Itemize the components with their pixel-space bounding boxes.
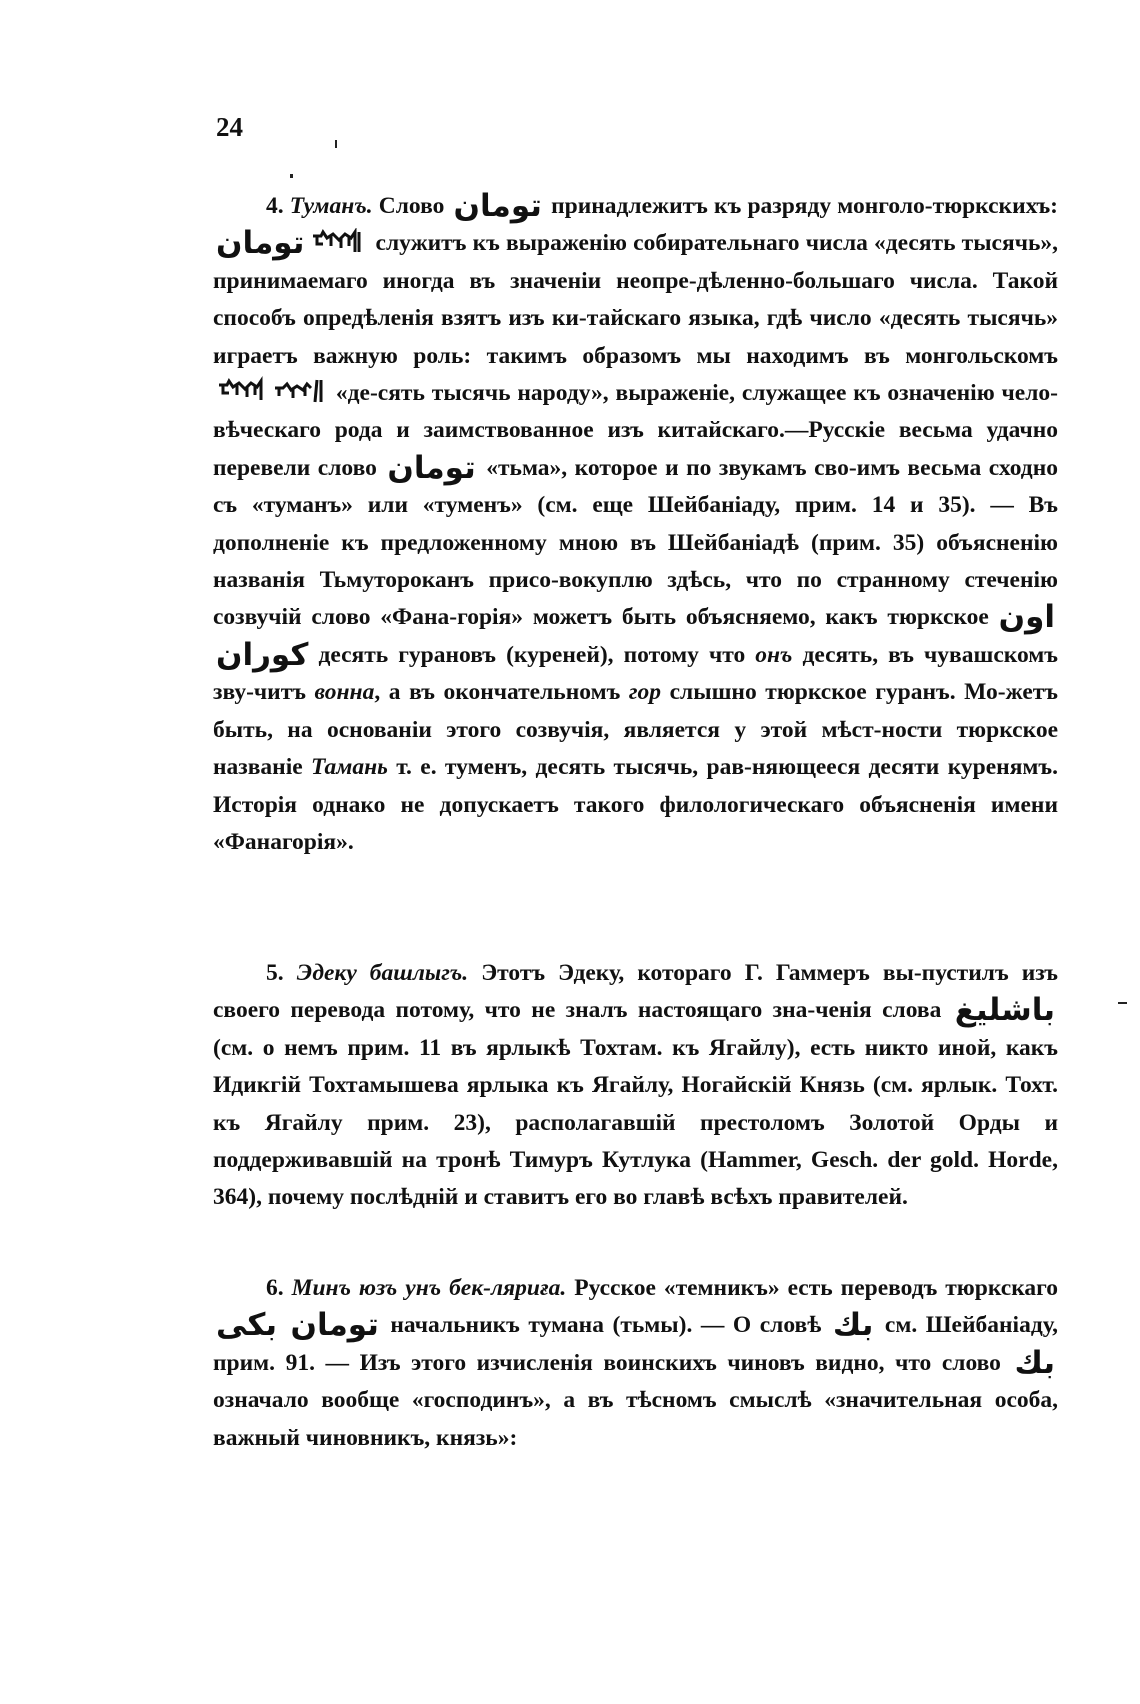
text-run: начальникъ тумана (тьмы). — О словѣ xyxy=(381,1312,830,1339)
arabic-word: بك xyxy=(1014,1344,1055,1381)
footnote-entry-5 xyxy=(213,955,1058,1217)
text-run: означало вообще «господинъ», а въ тѣсномъ смыслѣ «значительная особа, важный чиновникъ, князь»: xyxy=(213,1387,1058,1451)
entry-number: 4. xyxy=(266,193,284,219)
entry-term: Минъ юзъ унъ бек-ляриға. xyxy=(291,1275,567,1301)
mongol-script-image xyxy=(217,376,325,404)
text-run: (см. о немъ прим. 11 въ ярлыкѣ Тохтам. къ Ягайлу), есть никто иной, какъ Идикгій Тохтамышева ярлыка къ Ягайлу, Ногайскій Князь (см. ярлык. Тохт. къ Ягайлу прим. 23), располагавшій престоломъ Золотой Орды и поддерживавшій на тронѣ Тимуръ Кутлука (Hammer, Gesch. der gold. Horde, 364), почему послѣдній и ставитъ его во главѣ всѣхъ правителей. xyxy=(213,1034,1058,1211)
print-speck xyxy=(335,140,337,148)
text-run: принадлежитъ къ разряду монголо-тюркскихъ: xyxy=(544,193,1058,219)
print-speck xyxy=(1118,1002,1127,1004)
mongol-script-image xyxy=(311,228,365,254)
entry-number: 6. xyxy=(266,1275,284,1301)
text-run: , а въ окончательномъ xyxy=(374,679,629,706)
italic-word: Тамань xyxy=(311,754,388,781)
arabic-word: باشليغ xyxy=(954,992,1055,1029)
text-run: служитъ къ выраженію собирательнаго числа «десять тысячь», принимаемаго иногда въ значеніи неопре-дѣленно-большаго числа. Такой способъ опредѣленія взятъ изъ ки-тайскаго языка, гдѣ число «десять тысячь» играетъ важную роль: такимъ образомъ мы находимъ въ монгольскомъ xyxy=(213,230,1058,369)
text-run: см. Шейбаніаду, прим. 91. — Изъ этого изчисленія воинскихъ чиновъ видно, что слово xyxy=(213,1312,1058,1376)
text-run: «де-сять тысячь народу», выраженіе, служащее къ означенію чело-вѣческаго рода и заимствованное изъ китайскаго.—Русскіе весьма удачно перевели слово xyxy=(213,380,1058,481)
page-number: 24 xyxy=(216,112,243,142)
entry-term: Эдеку башлыгъ. xyxy=(296,960,469,986)
arabic-word: تومان xyxy=(216,225,305,262)
text-run: слышно тюркское гуранъ. Мо-жетъ быть, на основаніи этого созвучія, является у этой мѣст-ности тюркское названіе xyxy=(213,679,1059,781)
arabic-word: تومان بکی xyxy=(216,1307,379,1344)
footnote-paragraph xyxy=(213,188,1058,861)
text-run: десять, въ чувашскомъ зву-читъ xyxy=(213,641,1058,706)
footnote-paragraph xyxy=(213,955,1058,1217)
text-run: т. е. туменъ, десять тысячь, рав-няющееся десяти куренямъ. Исторія однако не допускаетъ такого филологическаго объясненія имени «Фанагорія». xyxy=(213,754,1058,855)
entry-number: 5. xyxy=(266,960,284,986)
text-run: Русское «темникъ» есть переводъ тюркскаго xyxy=(566,1275,1058,1301)
footnote-entry-6 xyxy=(213,1270,1058,1457)
text-run: десять гурановъ (куреней), потому что xyxy=(308,641,756,668)
italic-word: гор xyxy=(628,679,662,706)
italic-word: онъ xyxy=(755,641,793,668)
text-run: «тьма», которое и по звукамъ сво-имъ весьма сходно съ «туманъ» или «туменъ» (см. еще Шейбаніаду, прим. 14 и 35). — Въ дополненіе къ предложенному мною въ Шейбаніадѣ (прим. 35) объясненію названія Тьмутороканъ присо-вокуплю здѣсь, что по странному стеченію созвучій слово «Фана-горія» можетъ быть объясняемо, какъ тюркское xyxy=(213,454,1058,631)
footnote-entry-4 xyxy=(213,188,1058,861)
arabic-word: تومان xyxy=(453,188,542,224)
print-speck xyxy=(290,174,293,178)
text-run: Этотъ Эдеку, котораго Г. Гаммеръ вы-пустилъ изъ своего перевода потому, что не зналъ настоящаго зна-ченія слова xyxy=(213,960,1058,1024)
footnote-paragraph xyxy=(213,1270,1058,1457)
arabic-word: اون کوران xyxy=(216,599,1055,673)
arabic-word: تومان xyxy=(387,449,476,486)
italic-word: вонна xyxy=(314,679,375,706)
arabic-word: بك xyxy=(832,1307,874,1344)
entry-term: Туманъ. xyxy=(289,193,373,219)
text-run: Слово xyxy=(372,193,451,219)
